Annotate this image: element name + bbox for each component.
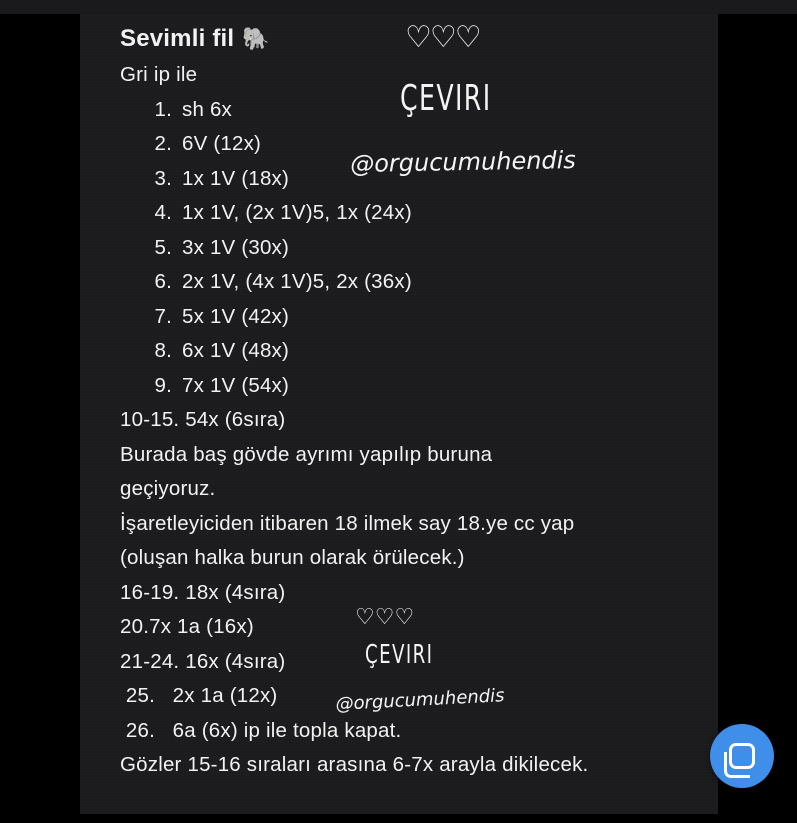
instruction-text: 5x 1V (42x) — [182, 304, 290, 328]
row-number: 3. — [154, 166, 172, 190]
instruction-line — [120, 334, 710, 369]
instruction-text: 6x 1V (48x) — [182, 339, 290, 362]
watermark-hearts: ♡♡♡ — [405, 20, 480, 55]
instruction-line — [120, 438, 710, 473]
row-number: 9. — [154, 373, 172, 397]
instruction-line — [120, 231, 710, 266]
instruction-text: 21-24. 16x (4sıra) — [120, 649, 286, 673]
instruction-text: 20.7x 1a (16x) — [120, 615, 254, 638]
watermark-hearts: ♡♡♡ — [355, 605, 415, 630]
instruction-text: 1x 1V, (2x 1V)5, 1x (24x) — [182, 201, 412, 224]
instruction-text: sh 6x — [182, 97, 232, 121]
instruction-text: 26. 6a (6x) ip ile topla kapat. — [120, 718, 402, 742]
row-number: 6. — [154, 270, 172, 293]
instruction-line — [120, 576, 710, 611]
top-bar — [0, 0, 797, 14]
instruction-text: Gözler 15-16 sıraları arasına 6-7x arayla dikilecek. — [120, 753, 589, 776]
instruction-text: Gri ip ile — [120, 63, 198, 86]
instruction-line — [120, 714, 710, 749]
copy-button[interactable] — [710, 724, 774, 788]
watermark-label: ÇEVIRI — [400, 78, 492, 119]
row-number: 5. — [154, 235, 172, 259]
instruction-text: Burada baş gövde ayrımı yapılıp buruna — [120, 442, 493, 466]
instruction-text: 25. 2x 1a (12x) — [120, 684, 278, 707]
instruction-line — [120, 507, 710, 542]
watermark-handle: @orgucumuhendis — [350, 146, 577, 178]
instruction-line — [120, 369, 710, 404]
row-number: 4. — [154, 201, 172, 224]
row-number: 8. — [154, 339, 172, 362]
instruction-text: 7x 1V (54x) — [182, 373, 290, 397]
copy-icon — [729, 743, 755, 769]
instruction-text: (oluşan halka burun olarak örülecek.) — [120, 546, 465, 569]
instruction-text: 1x 1V (18x) — [182, 166, 290, 190]
instruction-line — [120, 541, 710, 576]
instruction-line — [120, 748, 710, 783]
instruction-text: 2x 1V, (4x 1V)5, 2x (36x) — [182, 270, 412, 293]
title-text: Sevimli fil — [120, 24, 235, 52]
instruction-text: 6V (12x) — [182, 132, 262, 155]
watermark-label: ÇEVIRI — [365, 640, 434, 670]
elephant-icon: 🐘 — [242, 25, 270, 51]
instruction-text: İşaretleyiciden itibaren 18 ilmek say 18.ye cc yap — [120, 511, 575, 535]
instruction-text: geçiyoruz. — [120, 477, 216, 500]
instruction-line — [120, 403, 710, 438]
instruction-text: 10-15. 54x (6sıra) — [120, 408, 286, 431]
row-number: 7. — [154, 304, 172, 328]
row-number: 2. — [154, 132, 172, 155]
watermark-handle: @orgucumuhendis — [335, 685, 506, 715]
instruction-line — [120, 265, 710, 300]
instruction-text: 16-19. 18x (4sıra) — [120, 580, 286, 604]
row-number: 1. — [154, 97, 172, 121]
instruction-line — [120, 196, 710, 231]
instruction-text: 3x 1V (30x) — [182, 235, 290, 259]
instruction-line — [120, 472, 710, 507]
instruction-line — [120, 300, 710, 335]
